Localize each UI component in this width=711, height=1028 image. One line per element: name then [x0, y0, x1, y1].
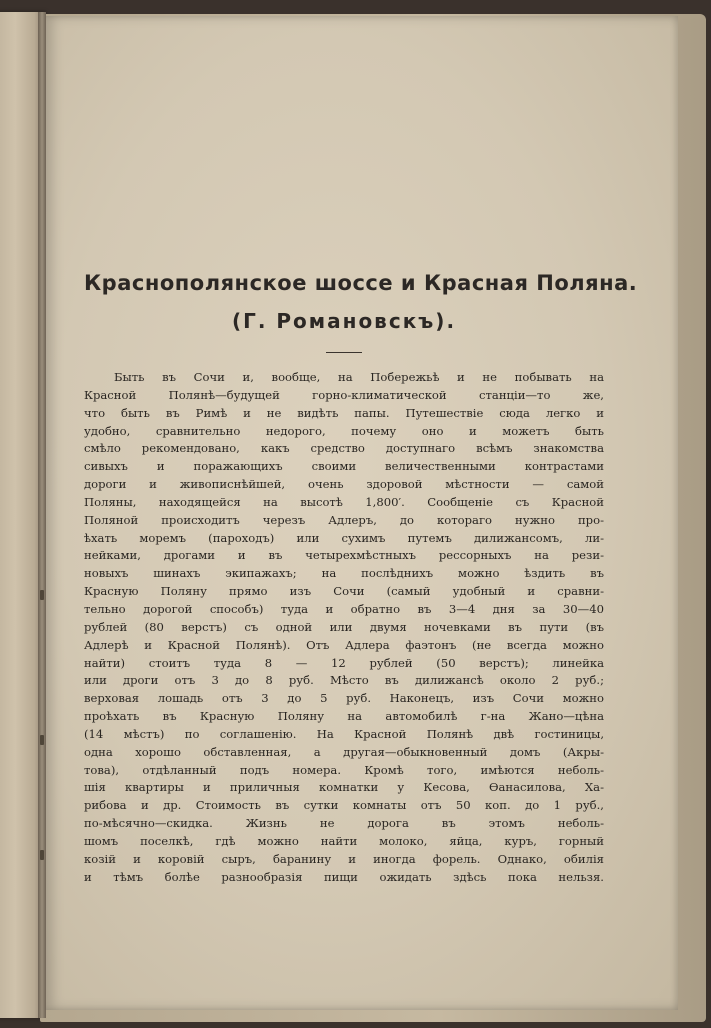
- text-line: смѣло рекомендовано, какъ средство доступнаго всѣмъ знакомства: [84, 441, 604, 456]
- text-line: удобно, сравнительно недорого, почему оно и можетъ быть: [84, 423, 604, 438]
- text-line: тельно дорогой способъ) туда и обратно въ 3—4 дня за 30—40: [84, 601, 604, 616]
- book-spine: [38, 12, 46, 1018]
- text-line: что быть въ Римѣ и не видѣть папы. Путешествіе сюда легко и: [84, 405, 604, 420]
- text-line: шомъ поселкѣ, гдѣ можно найти молоко, яйца, куръ, горный: [84, 833, 604, 848]
- text-line: или дроги отъ 3 до 8 руб. Мѣсто въ дилижансѣ около 2 руб.;: [84, 673, 604, 688]
- text-line: ѣхать моремъ (пароходъ) или сухимъ путемъ дилижансомъ, ли-: [84, 530, 604, 545]
- article-body: [84, 369, 604, 886]
- article: [84, 268, 638, 886]
- text-line: Красной Полянѣ—будущей горно-климатической станціи—то же,: [84, 387, 604, 402]
- binding-stitch: [40, 850, 44, 860]
- title-divider: [326, 352, 362, 353]
- text-line: рибова и др. Стоимость въ сутки комнаты отъ 50 коп. до 1 руб.,: [84, 798, 604, 813]
- text-line: дороги и живописнѣйшей, очень здоровой мѣстности — самой: [84, 477, 604, 492]
- text-line: (14 мѣстъ) по соглашенію. На Красной Полянѣ двѣ гостиницы,: [84, 726, 604, 741]
- text-line: шія квартиры и приличныя комнатки у Кесова, Өанасилова, Ха-: [84, 780, 604, 795]
- text-line: проѣхать въ Красную Поляну на автомобилѣ г-на Жано—цѣна: [84, 709, 604, 724]
- text-line: Поляной происходитъ черезъ Адлеръ, до котораго нужно про-: [84, 512, 604, 527]
- text-line: верховая лошадь отъ 3 до 5 руб. Наконецъ, изъ Сочи можно: [84, 691, 604, 706]
- text-line: новыхъ шинахъ экипажахъ; на послѣднихъ можно ѣздить въ: [84, 566, 604, 581]
- text-line: сивыхъ и поражающихъ своими величественными контрастами: [84, 459, 604, 474]
- text-line: Адлерѣ и Красной Полянѣ). Отъ Адлера фаэтонъ (не всегда можно: [84, 637, 604, 652]
- text-line: найти) стоитъ туда 8 — 12 рублей (50 верстъ); линейка: [84, 655, 604, 670]
- text-line: Поляны, находящейся на высотѣ 1,800′. Сообщеніе съ Красной: [84, 494, 604, 509]
- text-line: козій и коровій сыръ, баранину и иногда форель. Однако, обилія: [84, 851, 604, 866]
- text-line: по-мѣсячно—скидка. Жизнь не дорога въ этомъ неболь-: [84, 816, 604, 831]
- binding-stitch: [40, 735, 44, 745]
- text-line: нейками, дрогами и въ четырехмѣстныхъ рессорныхъ на рези-: [84, 548, 604, 563]
- text-line: Красную Поляну прямо изъ Сочи (самый удобный и сравни-: [84, 584, 604, 599]
- binding-stitch: [40, 590, 44, 600]
- text-line: Быть въ Сочи и, вообще, на Побережьѣ и не побывать на: [114, 370, 604, 384]
- article-title: Краснополянское шоссе и Красная Поляна.: [84, 271, 638, 295]
- text-line: рублей (80 верстъ) съ одной или двумя ночевками въ пути (въ: [84, 619, 604, 634]
- article-author: (Г. Романовскъ).: [231, 309, 457, 333]
- text-line: и тѣмъ болѣе разнообразія пищи ожидать здѣсь пока нельзя.: [84, 869, 604, 884]
- text-line: одна хорошо обставленная, а другая—обыкновенный домъ (Акры-: [84, 744, 604, 759]
- text-line: това), отдѣланный подъ номера. Кромѣ того, имѣются неболь-: [84, 762, 604, 777]
